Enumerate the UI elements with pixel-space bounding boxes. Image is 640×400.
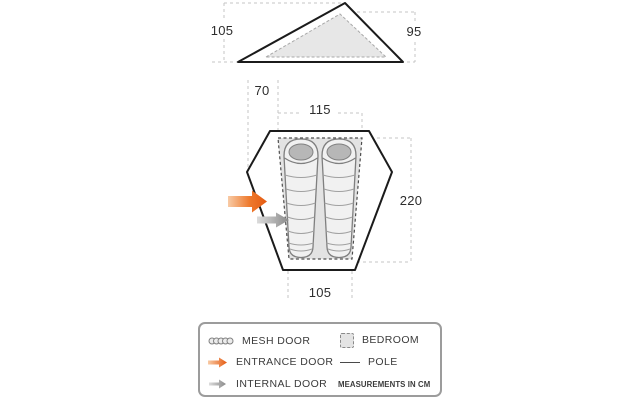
sleeping-bag-left [284,139,318,258]
legend-label-mesh-door: MESH DOOR [242,335,311,347]
mesh-door-icon [208,336,234,346]
legend-label-pole: POLE [368,356,398,368]
sleeping-bag-opening [327,144,351,160]
floor-plan [228,131,392,270]
legend-label-entrance-door: ENTRANCE DOOR [236,356,334,368]
bedroom-icon [340,333,354,348]
legend-row-entrance-door [208,355,333,369]
legend-measurements-note: MEASUREMENTS IN CM [338,379,431,389]
label-porch-depth: 70 [254,83,270,98]
label-side-height-right: 95 [406,24,422,39]
legend-row-internal-door [208,377,327,391]
legend-row-note [338,377,430,391]
sleeping-bag-right [322,139,356,258]
sleeping-bag-opening [289,144,313,160]
legend-box [198,322,442,397]
label-bedroom-width: 115 [309,102,331,117]
legend-label-internal-door: INTERNAL DOOR [236,378,328,390]
label-side-height-left: 105 [210,23,234,38]
internal-door-icon [208,378,228,390]
label-length: 220 [399,193,423,208]
legend-row-bedroom [340,333,419,347]
side-view [238,3,403,62]
legend-label-bedroom: BEDROOM [362,334,420,346]
legend-row-mesh-door [208,334,310,348]
legend-row-pole [340,355,398,369]
entrance-door-icon [208,356,228,369]
pole-icon [340,362,360,363]
label-foot-width: 105 [308,285,332,300]
